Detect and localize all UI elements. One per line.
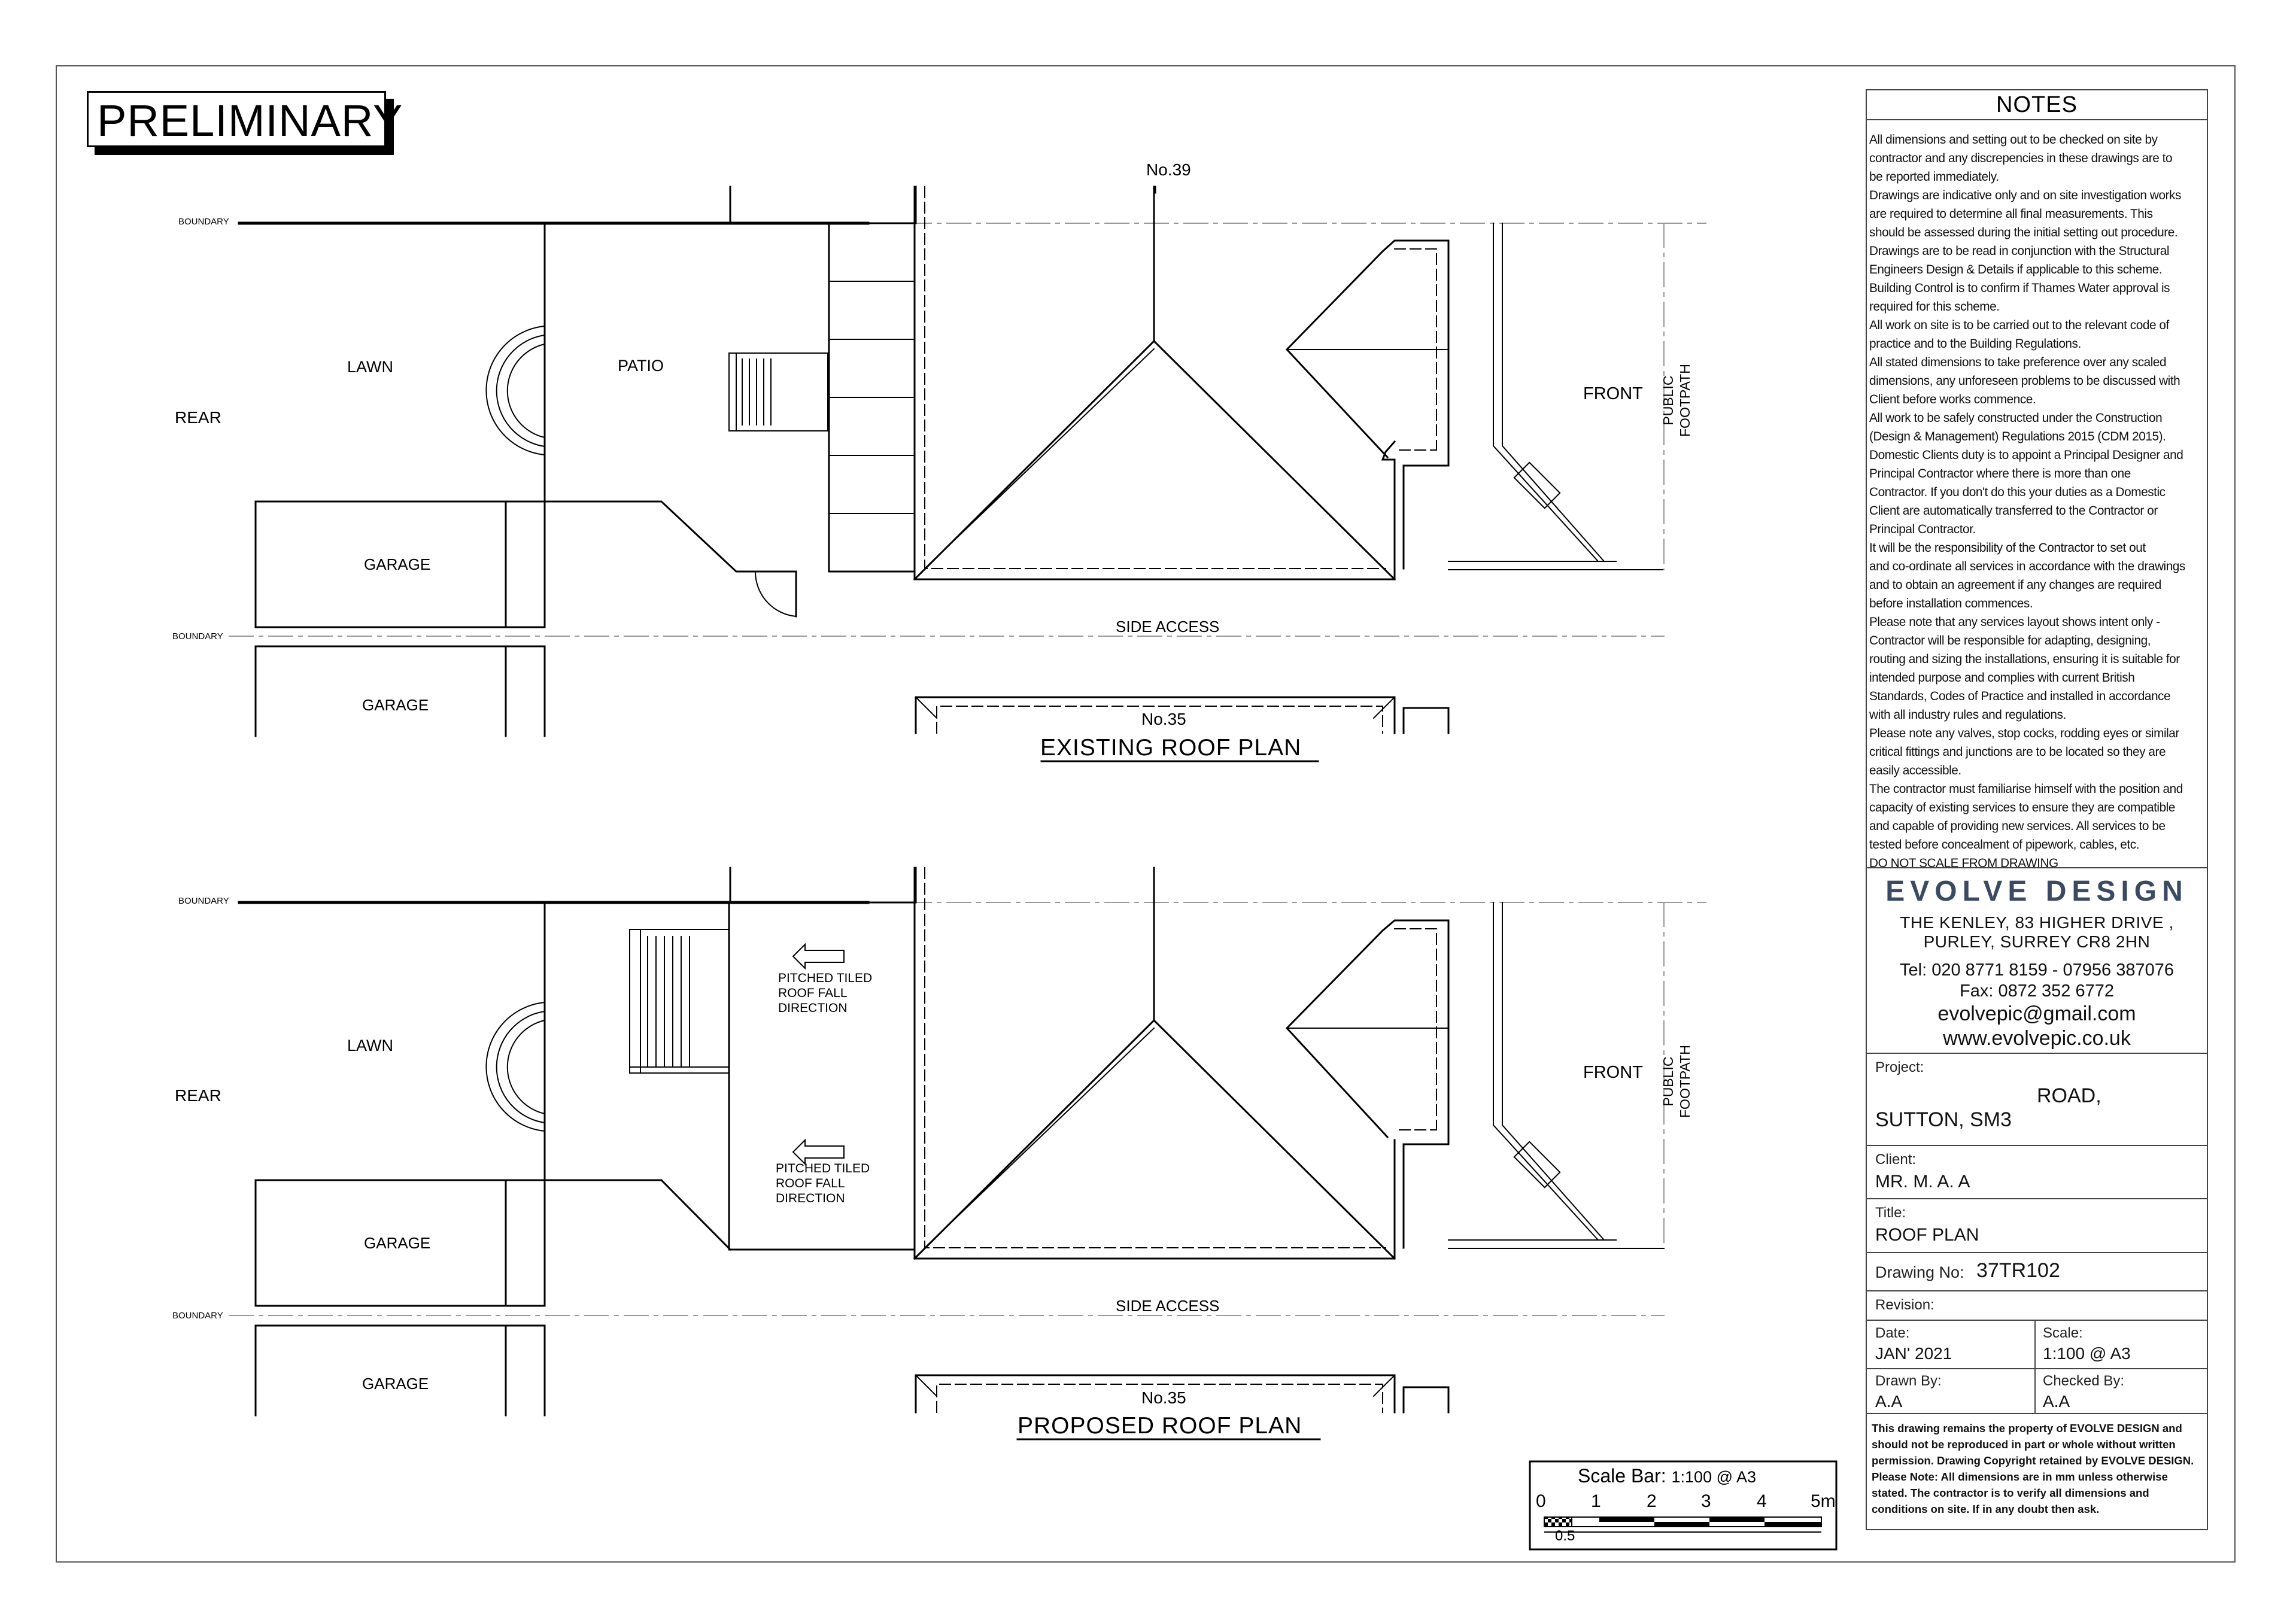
existing-garage-label: GARAGE — [364, 555, 431, 573]
date-label: Date: — [1875, 1325, 1910, 1341]
scale-tick-4: 4 — [1757, 1491, 1767, 1511]
existing-neighbour-bottom: No.35 — [1141, 710, 1186, 728]
drawn-by-label: Drawn By: — [1875, 1373, 1942, 1389]
proposed-roof-note-1 — [778, 971, 872, 1016]
notes-line: with all industry rules and regulations. — [1869, 708, 2066, 722]
scale-label: Scale: — [2043, 1325, 2083, 1341]
notes-line: All dimensions and setting out to be checked on site by — [1869, 133, 2158, 147]
checked-by-label: Checked By: — [2043, 1373, 2125, 1389]
notes-line: be reported immediately. — [1869, 170, 1999, 184]
proposed-plan-linework — [229, 868, 1706, 1439]
notes-line: critical fittings and junctions are to be located so they are — [1869, 745, 2166, 759]
scale-tick-1: 1 — [1591, 1491, 1601, 1511]
notes-line: easily accessible. — [1869, 764, 1961, 777]
proposed-roof-note-1-line-1: PITCHED TILED — [778, 971, 873, 985]
notes-line: capacity of existing services to ensure they are compatible — [1869, 801, 2175, 814]
scale-bar-ratio: 1:100 @ A3 — [1671, 1468, 1757, 1486]
proposed-boundary-top: BOUNDARY — [178, 896, 229, 906]
notes-line: Drawings are to be read in conjunction with the Structural — [1869, 244, 2170, 258]
proposed-roof-note-2-line-3: DIRECTION — [776, 1192, 845, 1205]
copyright-line: This drawing remains the property of EVOLVE DESIGN and — [1872, 1422, 2182, 1434]
existing-rear-label: REAR — [175, 408, 221, 427]
notes-body — [1869, 130, 2209, 873]
proposed-roof-note-2 — [776, 1161, 870, 1206]
drawing-no-label: Drawing No: — [1875, 1263, 1964, 1281]
existing-neighbour-garage-label: GARAGE — [362, 696, 429, 714]
notes-line: Principal Contractor. — [1869, 522, 1976, 536]
notes-line: intended purpose and complies with current British — [1869, 671, 2135, 685]
copyright-line: Please Note: All dimensions are in mm unless otherwise — [1872, 1470, 2168, 1483]
title-value: ROOF PLAN — [1875, 1225, 1979, 1245]
scale-tick-3: 3 — [1701, 1491, 1711, 1511]
scale-bar-title — [1578, 1465, 1756, 1487]
proposed-side-access-label: SIDE ACCESS — [1116, 1297, 1220, 1315]
notes-line: before installation commences. — [1869, 597, 2033, 610]
notes-line: Domestic Clients duty is to appoint a Principal Designer and — [1869, 448, 2183, 462]
copyright-line: should not be reproduced in part or whole without written — [1872, 1438, 2176, 1451]
notes-line: The contractor must familiarise himself with the position and — [1869, 782, 2183, 796]
client-value: MR. M. A. A — [1875, 1172, 1970, 1192]
notes-line: Contractor will be responsible for adapting, designing, — [1869, 634, 2151, 648]
company-email: evolvepic@gmail.com — [1937, 1002, 2136, 1025]
existing-footpath-label — [1660, 364, 1693, 437]
scale-bar-label: Scale Bar: — [1578, 1465, 1666, 1487]
company-website: www.evolvepic.co.uk — [1943, 1027, 2131, 1050]
proposed-roof-note-1-line-3: DIRECTION — [778, 1001, 848, 1015]
notes-line: and capable of providing new services. All services to be — [1869, 819, 2166, 833]
notes-line: Building Control is to confirm if Thames Water approval is — [1869, 281, 2170, 295]
proposed-lawn-label: LAWN — [347, 1037, 394, 1054]
notes-line: Please note any valves, stop cocks, rodding eyes or similar — [1869, 727, 2179, 740]
notes-line: DO NOT SCALE FROM DRAWING — [1869, 856, 2058, 870]
notes-line: Standards, Codes of Practice and installed in accordance — [1869, 689, 2171, 703]
proposed-plan-title: PROPOSED ROOF PLAN — [1018, 1413, 1302, 1439]
notes-line: It will be the responsibility of the Contractor to set out — [1869, 541, 2146, 555]
proposed-roof-note-2-line-1: PITCHED TILED — [776, 1162, 870, 1175]
notes-line: contractor and any discrepencies in these drawings are to — [1869, 151, 2173, 165]
company-address-2: PURLEY, SURREY CR8 2HN — [1923, 932, 2151, 951]
drawn-by-value: A.A — [1875, 1392, 1903, 1411]
proposed-boundary-bottom: BOUNDARY — [172, 1311, 223, 1321]
notes-line: and to obtain an agreement if any changes are required — [1869, 578, 2161, 592]
scale-tick-half: 0.5 — [1555, 1528, 1575, 1544]
proposed-front-label: FRONT — [1583, 1063, 1643, 1082]
notes-line: dimensions, any unforeseen problems to be discussed with — [1869, 374, 2180, 388]
scale-tick-5: 5m — [1811, 1491, 1836, 1511]
proposed-neighbour-bottom: No.35 — [1141, 1388, 1186, 1407]
notes-line: Please note that any services layout shows intent only - — [1869, 615, 2160, 629]
notes-line: are required to determine all final measurements. This — [1869, 207, 2153, 221]
notes-line: Engineers Design & Details if applicable to this scheme. — [1869, 263, 2163, 276]
proposed-footpath-line-1: PUBLIC — [1660, 1056, 1676, 1107]
company-address-1: THE KENLEY, 83 HIGHER DRIVE , — [1900, 913, 2174, 932]
existing-side-access-label: SIDE ACCESS — [1116, 618, 1220, 636]
notes-line: All work on site is to be carried out to the relevant code of — [1869, 318, 2169, 332]
notes-heading: NOTES — [1996, 92, 2078, 117]
notes-line: (Design & Management) Regulations 2015 (CDM 2015). — [1869, 430, 2166, 443]
proposed-garage-label: GARAGE — [364, 1234, 431, 1252]
existing-lawn-label: LAWN — [347, 358, 394, 376]
proposed-roof-note-1-line-2: ROOF FALL — [778, 986, 848, 1000]
project-label: Project: — [1875, 1059, 1924, 1075]
existing-boundary-bottom: BOUNDARY — [172, 631, 223, 642]
scale-value: 1:100 @ A3 — [2043, 1344, 2131, 1363]
notes-line: practice and to the Building Regulations. — [1869, 337, 2081, 351]
revision-label: Revision: — [1875, 1297, 1934, 1313]
existing-front-label: FRONT — [1583, 384, 1643, 403]
project-line-1: ROAD, — [2037, 1084, 2101, 1107]
client-label: Client: — [1875, 1151, 1917, 1168]
copyright-notice — [1872, 1420, 2207, 1517]
checked-by-value: A.A — [2043, 1392, 2070, 1411]
notes-line: Client are automatically transferred to the Contractor or — [1869, 504, 2158, 518]
company-tel: Tel: 020 8771 8159 - 07956 387076 — [1900, 961, 2174, 980]
existing-plan-title: EXISTING ROOF PLAN — [1040, 735, 1302, 761]
notes-line: All stated dimensions to take preference over any scaled — [1869, 355, 2167, 369]
notes-line: and co-ordinate all services in accordance with the drawings — [1869, 560, 2185, 573]
company-name: EVOLVE DESIGN — [1885, 876, 2188, 907]
proposed-roof-note-2-line-2: ROOF FALL — [776, 1177, 845, 1190]
notes-line: Drawings are indicative only and on site investigation works — [1869, 189, 2181, 202]
existing-plan-linework — [229, 187, 1706, 761]
notes-line: Contractor. If you don't do this your duties as a Domestic — [1869, 485, 2166, 499]
proposed-footpath-label — [1660, 1045, 1693, 1118]
project-line-2: SUTTON, SM3 — [1875, 1108, 2012, 1131]
company-fax: Fax: 0872 352 6772 — [1960, 981, 2114, 1001]
existing-neighbour-top: No.39 — [1146, 160, 1191, 179]
proposed-neighbour-garage-label: GARAGE — [362, 1375, 429, 1393]
scale-tick-0: 0 — [1536, 1491, 1546, 1511]
existing-boundary-top: BOUNDARY — [178, 217, 229, 227]
existing-footpath-line-1: PUBLIC — [1660, 375, 1676, 425]
copyright-line: permission. Drawing Copyright retained by EVOLVE DESIGN. — [1872, 1454, 2194, 1467]
proposed-rear-label: REAR — [175, 1086, 221, 1105]
title-label: Title: — [1875, 1205, 1906, 1221]
drawing-no-value: 37TR102 — [1976, 1259, 2060, 1282]
notes-line: routing and sizing the installations, ensuring it is suitable for — [1869, 652, 2180, 666]
notes-line: All work to be safely constructed under the Construction — [1869, 411, 2163, 425]
proposed-footpath-line-2: FOOTPATH — [1677, 1045, 1693, 1118]
notes-line: should be assessed during the initial setting out procedure. — [1869, 226, 2178, 239]
preliminary-stamp: PRELIMINARY — [87, 91, 386, 147]
date-value: JAN' 2021 — [1875, 1344, 1952, 1363]
scale-tick-2: 2 — [1647, 1491, 1657, 1511]
existing-patio-label: PATIO — [618, 357, 664, 375]
notes-line: Principal Contractor where there is more than one — [1869, 467, 2131, 481]
copyright-line: conditions on site. If in any doubt then ask. — [1872, 1503, 2100, 1515]
notes-line: tested before concealment of pipework, cables, etc. — [1869, 838, 2140, 852]
notes-line: required for this scheme. — [1869, 300, 2000, 314]
existing-footpath-line-2: FOOTPATH — [1677, 364, 1693, 437]
copyright-line: stated. The contractor is to verify all dimensions and — [1872, 1487, 2149, 1499]
notes-line: Client before works commence. — [1869, 393, 2036, 406]
